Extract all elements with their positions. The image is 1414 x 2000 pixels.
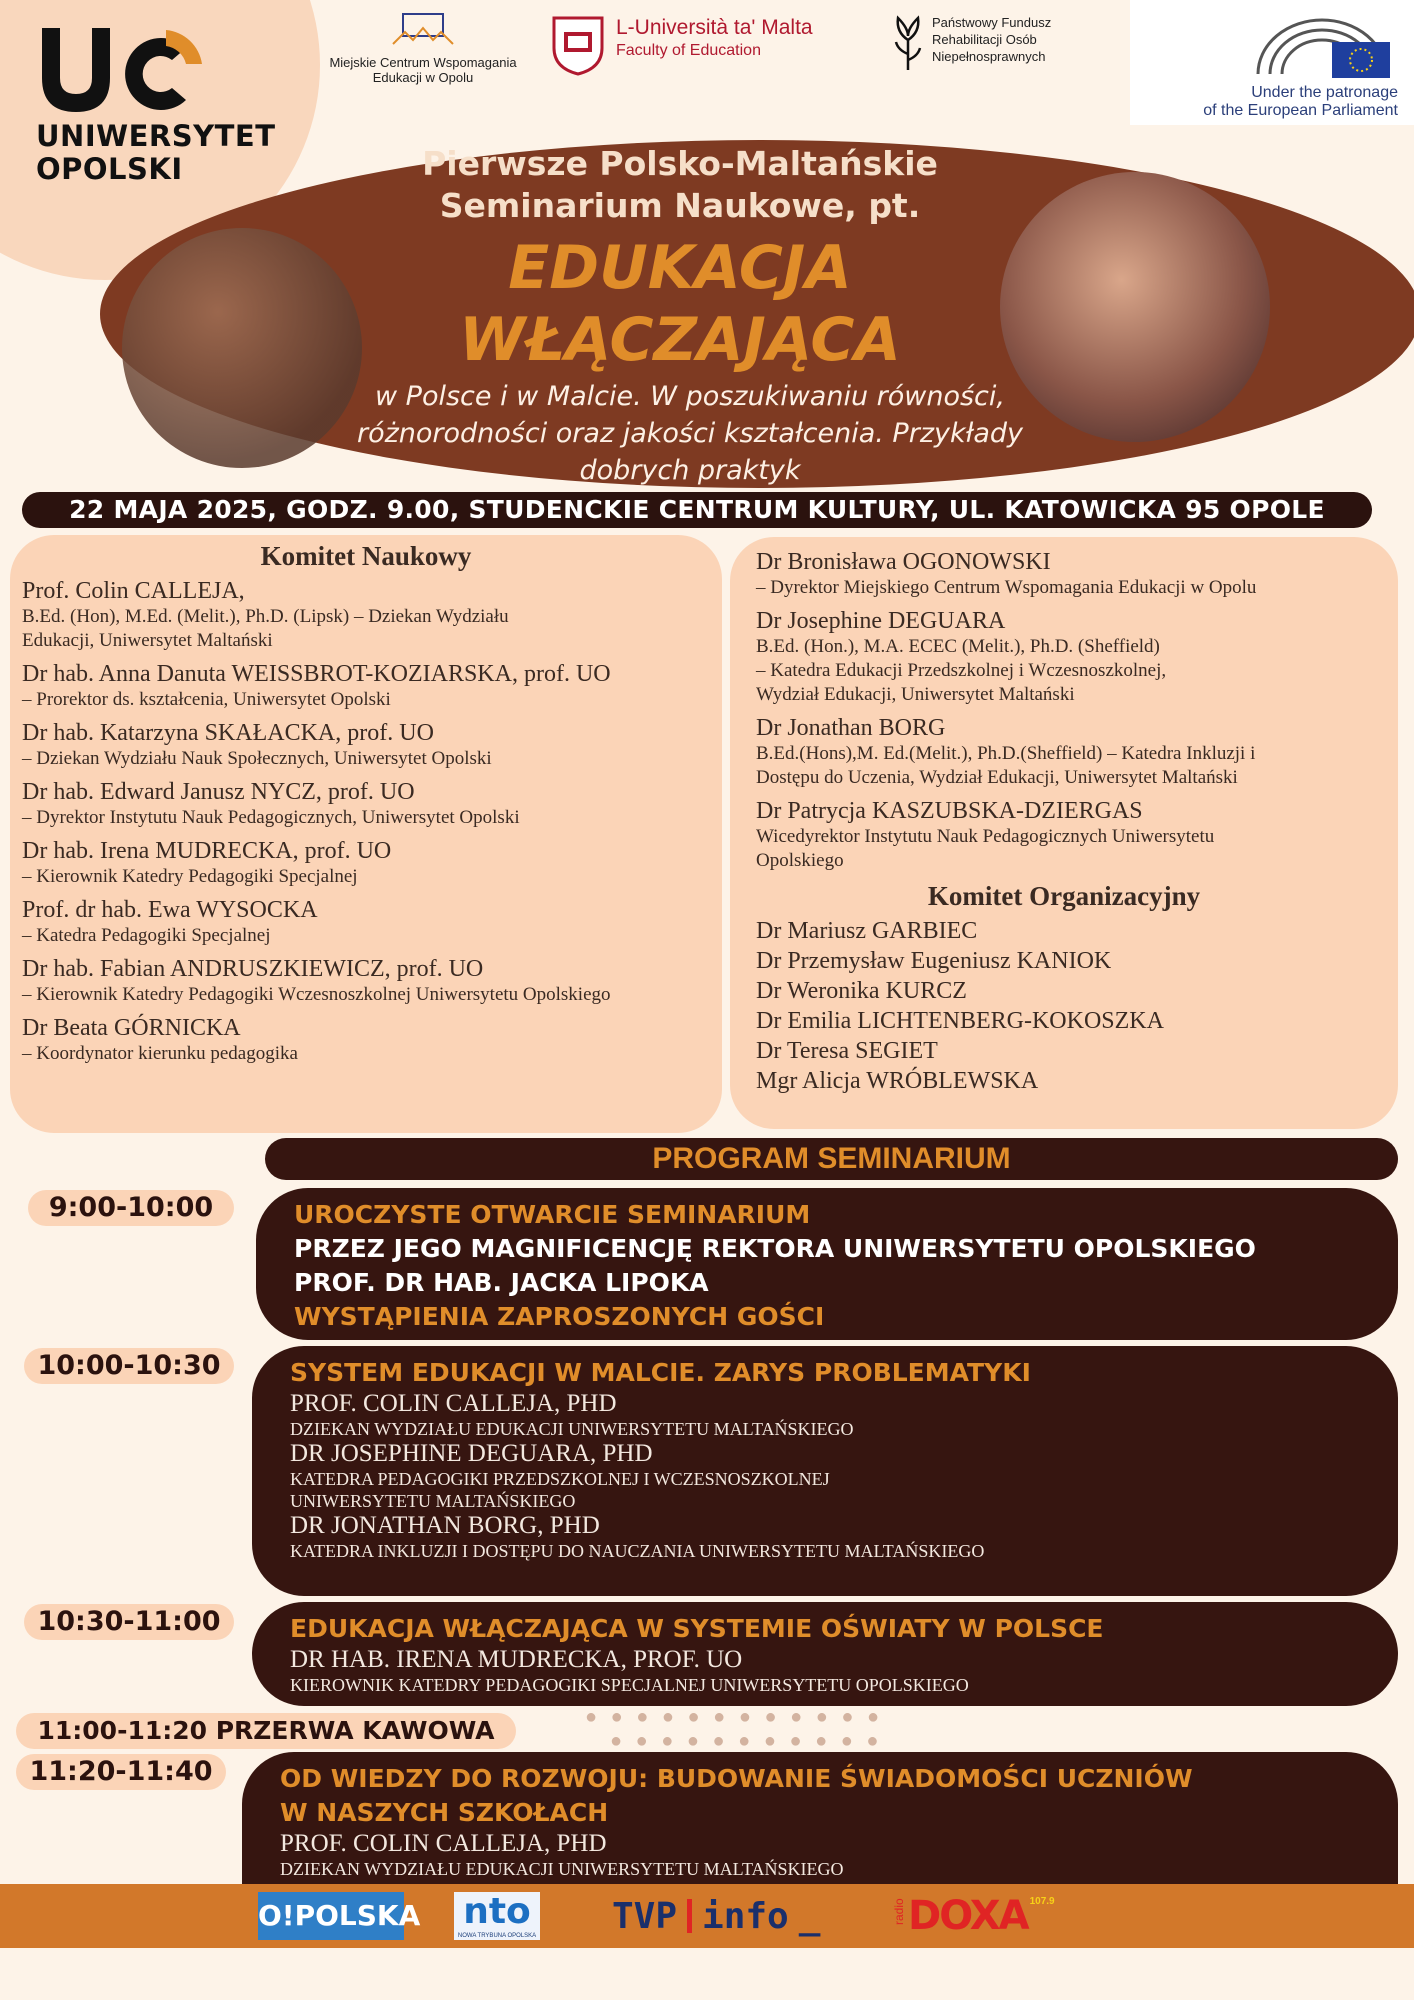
session-4-time: 11:20-11:40 — [16, 1754, 226, 1790]
session-2-title: SYSTEM EDUKACJI W MALCIE. ZARYS PROBLEMATYKI — [290, 1358, 1031, 1387]
session-3-affiliation-1: KIEROWNIK KATEDRY PEDAGOGIKI SPECJALNEJ UNIWERSYTETU OPOLSKIEGO — [290, 1675, 969, 1695]
nto-logo-subtext: NOWA TRYBUNA OPOLSKA — [457, 1933, 537, 1939]
session-2-time: 10:00-10:30 — [24, 1348, 234, 1384]
member-description: Edukacji, Uniwersytet Maltański — [22, 630, 273, 651]
session-1-line-3: PROF. DR HAB. JACKA LIPOKA — [294, 1268, 709, 1297]
member-description: – Dziekan Wydziału Nauk Społecznych, Uniwersytet Opolski — [22, 748, 492, 769]
seminar-main-title — [300, 232, 1060, 376]
committee-panel-right — [730, 537, 1398, 1129]
university-name-line2: OPOLSKI — [36, 152, 183, 186]
member-description: – Kierownik Katedry Pedagogiki Wczesnoszkolnej Uniwersytetu Opolskiego — [22, 984, 611, 1005]
media-partners-footer — [0, 1884, 1414, 1948]
session-2-card — [252, 1346, 1398, 1596]
tvp-cursor: _ — [798, 1895, 821, 1937]
organizing-member: Dr Teresa SEGIET — [756, 1038, 938, 1064]
session-1-line-2: PRZEZ JEGO MAGNIFICENCJĘ REKTORA UNIWERSYTETU OPOLSKIEGO — [294, 1234, 1256, 1263]
member-name: Dr hab. Katarzyna SKAŁACKA, prof. UO — [22, 720, 434, 746]
nto-logo-text: nto — [463, 1891, 531, 1932]
member-name: Prof. dr hab. Ewa WYSOCKA — [22, 897, 318, 923]
uo-monogram-icon — [36, 20, 216, 120]
coffee-break-pill: 11:00-11:20 PRZERWA KAWOWA — [16, 1713, 516, 1749]
ep-label-1: Under the patronage — [1251, 84, 1398, 101]
committee-member — [22, 661, 722, 712]
european-parliament-logo — [1130, 0, 1414, 125]
member-description: Wydział Edukacji, Uniwersytet Maltański — [756, 684, 1075, 705]
session-1-line-4: WYSTĄPIENIA ZAPROSZONYCH GOŚCI — [294, 1302, 825, 1331]
member-name: Dr hab. Anna Danuta WEISSBROT-KOZIARSKA, prof. UO — [22, 661, 611, 687]
session-1-title: UROCZYSTE OTWARCIE SEMINARIUM — [294, 1200, 811, 1229]
committee-member — [22, 838, 722, 889]
session-3-card — [252, 1602, 1398, 1706]
ep-label-2: of the European Parliament — [1203, 102, 1398, 119]
member-name: Prof. Colin CALLEJA, — [22, 578, 245, 604]
tvp-info-logo — [612, 1892, 822, 1940]
seminar-title-intro — [300, 143, 1060, 227]
session-1-card — [256, 1188, 1398, 1340]
tulip-icon — [892, 14, 924, 72]
session-3-speaker-1: DR HAB. IRENA MUDRECKA, PROF. UO — [290, 1646, 743, 1673]
doxa-frequency: 107.9 — [1029, 1896, 1055, 1907]
seminar-subtitle — [310, 378, 1070, 489]
member-description: – Dyrektor Miejskiego Centrum Wspomagania Edukacji w Opolu — [756, 577, 1257, 598]
tvp-divider — [687, 1899, 692, 1933]
organizing-member: Dr Weronika KURCZ — [756, 978, 967, 1004]
session-3-time: 10:30-11:00 — [24, 1604, 234, 1640]
subtitle-line-2: różnorodności oraz jakości kształcenia. Przykłady — [356, 418, 1024, 449]
decorative-dots: ● ● ● ● ● ● ● ● ● ● ● ● — [585, 1706, 884, 1728]
committee-member — [22, 956, 722, 1007]
subtitle-line-3: dobrych praktyk — [579, 455, 801, 486]
member-name: Dr Jonathan BORG — [756, 715, 946, 741]
member-description: B.Ed. (Hon.), M.A. ECEC (Melit.), Ph.D. (Sheffield) — [756, 636, 1160, 657]
member-description: – Koordynator kierunku pedagogika — [22, 1043, 298, 1064]
member-description: – Katedra Pedagogiki Specjalnej — [22, 925, 271, 946]
um-logo — [550, 14, 870, 76]
member-description: – Kierownik Katedry Pedagogiki Specjalnej — [22, 866, 358, 887]
member-name: Dr Beata GÓRNICKA — [22, 1015, 241, 1041]
committee-member — [756, 549, 1398, 600]
session-4-title-2: W NASZYCH SZKOŁACH — [280, 1798, 609, 1827]
member-name: Dr Bronisława OGONOWSKI — [756, 549, 1051, 575]
organizing-member: Mgr Alicja WRÓBLEWSKA — [756, 1068, 1039, 1094]
title-line-1: Pierwsze Polsko-Maltańskie — [422, 144, 938, 183]
mcwe-mark-icon — [383, 10, 463, 52]
committee-member — [756, 798, 1398, 873]
session-2-speaker-1: PROF. COLIN CALLEJA, PHD — [290, 1390, 617, 1417]
tvp-info-text: info — [702, 1895, 789, 1937]
main-title-line-2: WŁĄCZAJĄCA — [459, 305, 901, 375]
session-4-card — [242, 1752, 1398, 1884]
organizing-member: Dr Mariusz GARBIEC — [756, 918, 978, 944]
opolska-logo — [258, 1892, 421, 1940]
radio-word: radio — [892, 1898, 906, 1925]
session-4-speaker-1: PROF. COLIN CALLEJA, PHD — [280, 1830, 607, 1857]
committee-member — [22, 779, 722, 830]
scientific-committee-panel — [10, 535, 722, 1133]
pfron-label-2: Rehabilitacji Osób — [932, 32, 1037, 47]
um-name: L-Università ta' Malta — [616, 16, 813, 39]
committee-member — [22, 1015, 722, 1066]
mcwe-label-1: Miejskie Centrum Wspomagania — [329, 55, 517, 70]
member-description: B.Ed. (Hon), M.Ed. (Melit.), Ph.D. (Lipsk) – Dziekan Wydziału — [22, 606, 509, 627]
organizing-member: Dr Emilia LICHTENBERG-KOKOSZKA — [756, 1008, 1164, 1034]
session-1-time: 9:00-10:00 — [28, 1190, 234, 1226]
member-description: – Katedra Edukacji Przedszkolnej i Wczesnoszkolnej, — [756, 660, 1167, 681]
parliament-emblem-icon — [1252, 12, 1394, 80]
mcwe-label-2: Edukacji w Opolu — [372, 70, 474, 85]
member-description: Dostępu do Uczenia, Wydział Edukacji, Uniwersytet Maltański — [756, 767, 1238, 788]
member-name: Dr hab. Edward Janusz NYCZ, prof. UO — [22, 779, 415, 805]
doxa-text: DOXA — [908, 1893, 1028, 1939]
um-faculty: Faculty of Education — [616, 42, 761, 59]
scientific-committee-list-right — [730, 537, 1398, 873]
member-description: B.Ed.(Hons),M. Ed.(Melit.), Ph.D.(Sheffield) – Katedra Inkluzji i — [756, 743, 1256, 764]
session-2-affiliation-2b: UNIWERSYTETU MALTAŃSKIEGO — [290, 1491, 576, 1511]
opolska-logo-text: O!POLSKA — [258, 1899, 421, 1932]
subtitle-line-1: w Polsce i w Malcie. W poszukiwaniu równości, — [375, 381, 1005, 412]
member-description: Opolskiego — [756, 850, 844, 871]
committee-member — [756, 715, 1398, 790]
session-2-affiliation-1: DZIEKAN WYDZIAŁU EDUKACJI UNIWERSYTETU MALTAŃSKIEGO — [290, 1419, 854, 1439]
university-logo — [36, 20, 296, 186]
session-3-title: EDUKACJA WŁĄCZAJĄCA W SYSTEMIE OŚWIATY W POLSCE — [290, 1614, 1104, 1643]
main-title-line-1: EDUKACJA — [508, 233, 852, 303]
committee-member — [22, 578, 722, 653]
member-description: – Prorektor ds. kształcenia, Uniwersytet Opolski — [22, 689, 391, 710]
pfron-label-3: Niepełnosprawnych — [932, 49, 1046, 64]
organizing-committee-title: Komitet Organizacyjny — [927, 881, 1201, 911]
title-line-2: Seminarium Naukowe, pt. — [439, 186, 921, 225]
session-2-affiliation-3: KATEDRA INKLUZJI I DOSTĘPU DO NAUCZANIA UNIWERSYTETU MALTAŃSKIEGO — [290, 1541, 985, 1561]
tvp-logo-text: TVP — [612, 1895, 678, 1937]
scientific-committee-title: Komitet Naukowy — [260, 541, 472, 571]
um-crest-icon — [550, 14, 606, 76]
session-2-speaker-2: DR JOSEPHINE DEGUARA, PHD — [290, 1440, 653, 1467]
organizing-member: Dr Przemysław Eugeniusz KANIOK — [756, 948, 1112, 974]
mcwe-logo — [308, 10, 538, 85]
session-4-title-1: OD WIEDZY DO ROZWOJU: BUDOWANIE ŚWIADOMOŚCI UCZNIÓW — [280, 1764, 1193, 1793]
university-name-line1: UNIWERSYTET — [36, 119, 276, 153]
pfron-label-1: Państwowy Fundusz — [932, 15, 1052, 30]
committee-member — [22, 897, 722, 948]
scientific-committee-list-left — [10, 572, 722, 1066]
committee-member — [22, 720, 722, 771]
member-description: Wicedyrektor Instytutu Nauk Pedagogicznych Uniwersytetu — [756, 826, 1215, 847]
member-description: – Dyrektor Instytutu Nauk Pedagogicznych, Uniwersytet Opolski — [22, 807, 520, 828]
member-name: Dr hab. Irena MUDRECKA, prof. UO — [22, 838, 392, 864]
program-header: PROGRAM SEMINARIUM — [265, 1138, 1398, 1180]
member-name: Dr hab. Fabian ANDRUSZKIEWICZ, prof. UO — [22, 956, 484, 982]
radio-doxa-logo — [890, 1892, 1060, 1940]
pfron-logo — [892, 14, 1092, 72]
organizing-committee-list — [730, 916, 1398, 1096]
member-name: Dr Josephine DEGUARA — [756, 608, 1006, 634]
nto-logo — [454, 1892, 540, 1940]
session-4-affiliation-1: DZIEKAN WYDZIAŁU EDUKACJI UNIWERSYTETU MALTAŃSKIEGO — [280, 1859, 844, 1879]
event-date-location-bar: 22 MAJA 2025, GODZ. 9.00, STUDENCKIE CENTRUM KULTURY, UL. KATOWICKA 95 OPOLE — [22, 492, 1372, 528]
session-2-affiliation-2a: KATEDRA PEDAGOGIKI PRZEDSZKOLNEJ I WCZESNOSZKOLNEJ — [290, 1469, 830, 1489]
session-2-speaker-3: DR JONATHAN BORG, PHD — [290, 1512, 600, 1539]
committee-member — [756, 608, 1398, 707]
decorative-dots-2: ● ● ● ● ● ● ● ● ● ● ● — [610, 1730, 883, 1752]
member-name: Dr Patrycja KASZUBSKA-DZIERGAS — [756, 798, 1143, 824]
